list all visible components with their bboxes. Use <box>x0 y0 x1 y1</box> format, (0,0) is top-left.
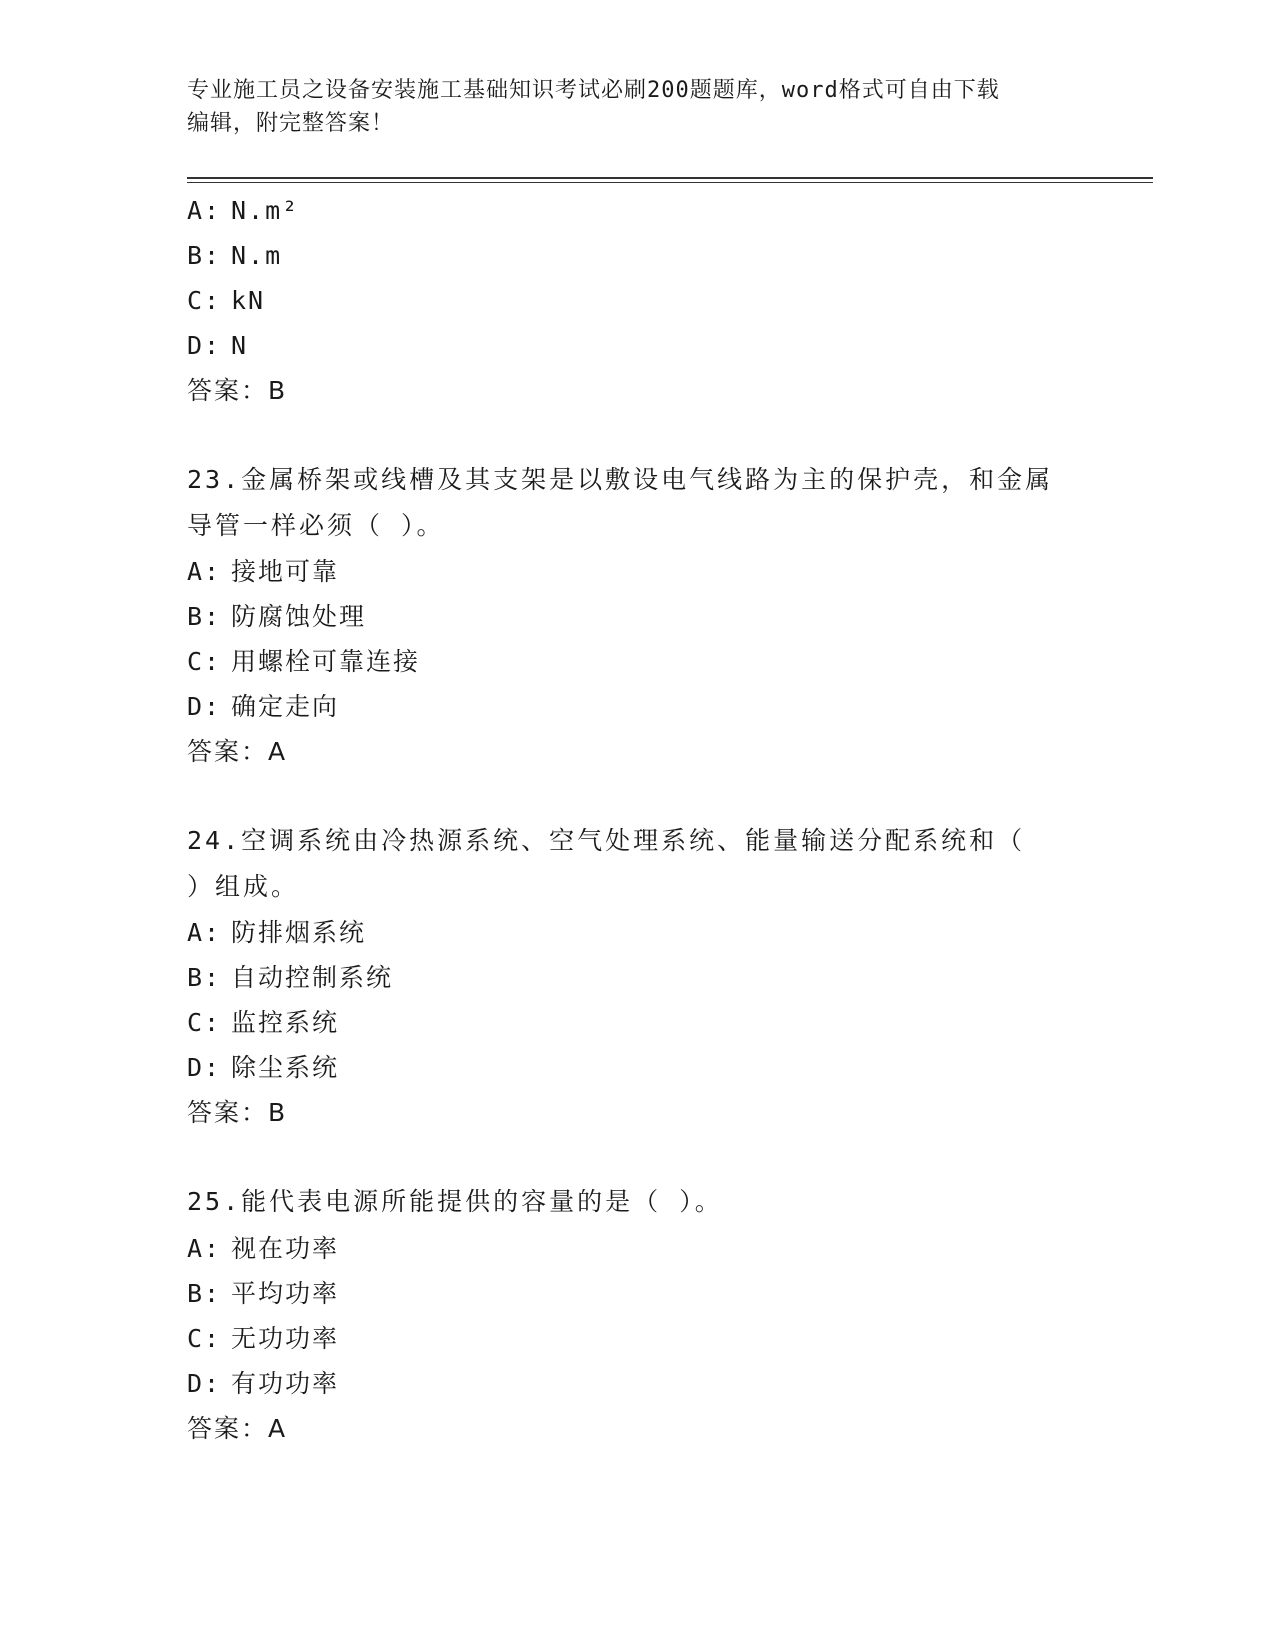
option-key: C: <box>187 286 222 315</box>
option-text: N.m² <box>231 196 300 225</box>
question-line-1: 24.空调系统由冷热源系统、空气处理系统、能量输送分配系统和（ <box>187 826 1026 855</box>
question-line-1: 25.能代表电源所能提供的容量的是（ ）。 <box>187 1187 723 1216</box>
option-key: A: <box>187 557 222 586</box>
option-key: A: <box>187 918 222 947</box>
option-text: 除尘系统 <box>231 1053 340 1082</box>
q25-option-c <box>187 1323 339 1355</box>
option-text: 防排烟系统 <box>231 918 367 947</box>
option-text: 监控系统 <box>231 1008 340 1037</box>
option-text: kN <box>231 286 266 315</box>
q22-option-c <box>187 285 265 317</box>
q24-stem <box>187 818 1025 910</box>
q23-option-c <box>187 646 420 678</box>
q25-stem <box>187 1179 723 1225</box>
header-divider-thin <box>187 182 1153 183</box>
option-key: A: <box>187 1234 222 1263</box>
header-title-line-1: 专业施工员之设备安装施工基础知识考试必刷200题题库，word格式可自由下载 <box>187 78 1000 103</box>
q22-answer: 答案：B <box>187 376 288 405</box>
q24-option-d <box>187 1052 339 1084</box>
q23-option-a <box>187 556 339 588</box>
q24-option-b <box>187 962 393 994</box>
option-text: 有功功率 <box>231 1369 340 1398</box>
option-text: 用螺栓可靠连接 <box>231 647 421 676</box>
option-key: C: <box>187 647 222 676</box>
option-key: D: <box>187 1053 222 1082</box>
q25-option-a <box>187 1233 339 1265</box>
q24-option-a <box>187 917 366 949</box>
q24-option-c <box>187 1007 339 1039</box>
document-header <box>187 74 1087 140</box>
option-key: C: <box>187 1324 222 1353</box>
option-text: 视在功率 <box>231 1234 340 1263</box>
q23-stem <box>187 457 1053 549</box>
header-divider-thick <box>187 177 1153 179</box>
q25-option-d <box>187 1368 339 1400</box>
question-line-2: 导管一样必须（ ）。 <box>187 511 445 540</box>
option-text: N <box>231 331 249 360</box>
q24-answer: 答案：B <box>187 1098 288 1127</box>
q25-option-b <box>187 1278 339 1310</box>
option-text: N.m <box>231 241 283 270</box>
q22-option-d <box>187 330 248 362</box>
header-title-line-2: 编辑，附完整答案！ <box>187 111 395 136</box>
option-text: 确定走向 <box>231 692 340 721</box>
option-key: B: <box>187 241 222 270</box>
option-key: C: <box>187 1008 222 1037</box>
question-line-2: ）组成。 <box>187 872 300 901</box>
q23-option-d <box>187 691 339 723</box>
q22-option-a <box>187 195 299 227</box>
q23-option-b <box>187 601 366 633</box>
option-text: 无功功率 <box>231 1324 340 1353</box>
option-text: 平均功率 <box>231 1279 340 1308</box>
option-key: D: <box>187 331 222 360</box>
option-key: D: <box>187 692 222 721</box>
option-text: 接地可靠 <box>231 557 340 586</box>
option-text: 防腐蚀处理 <box>231 602 367 631</box>
q25-answer: 答案：A <box>187 1414 288 1443</box>
option-key: B: <box>187 1279 222 1308</box>
question-line-1: 23.金属桥架或线槽及其支架是以敷设电气线路为主的保护壳，和金属 <box>187 465 1054 494</box>
option-key: B: <box>187 963 222 992</box>
option-text: 自动控制系统 <box>231 963 394 992</box>
option-key: A: <box>187 196 222 225</box>
option-key: B: <box>187 602 222 631</box>
q23-answer: 答案：A <box>187 737 288 766</box>
option-key: D: <box>187 1369 222 1398</box>
q22-option-b <box>187 240 282 272</box>
